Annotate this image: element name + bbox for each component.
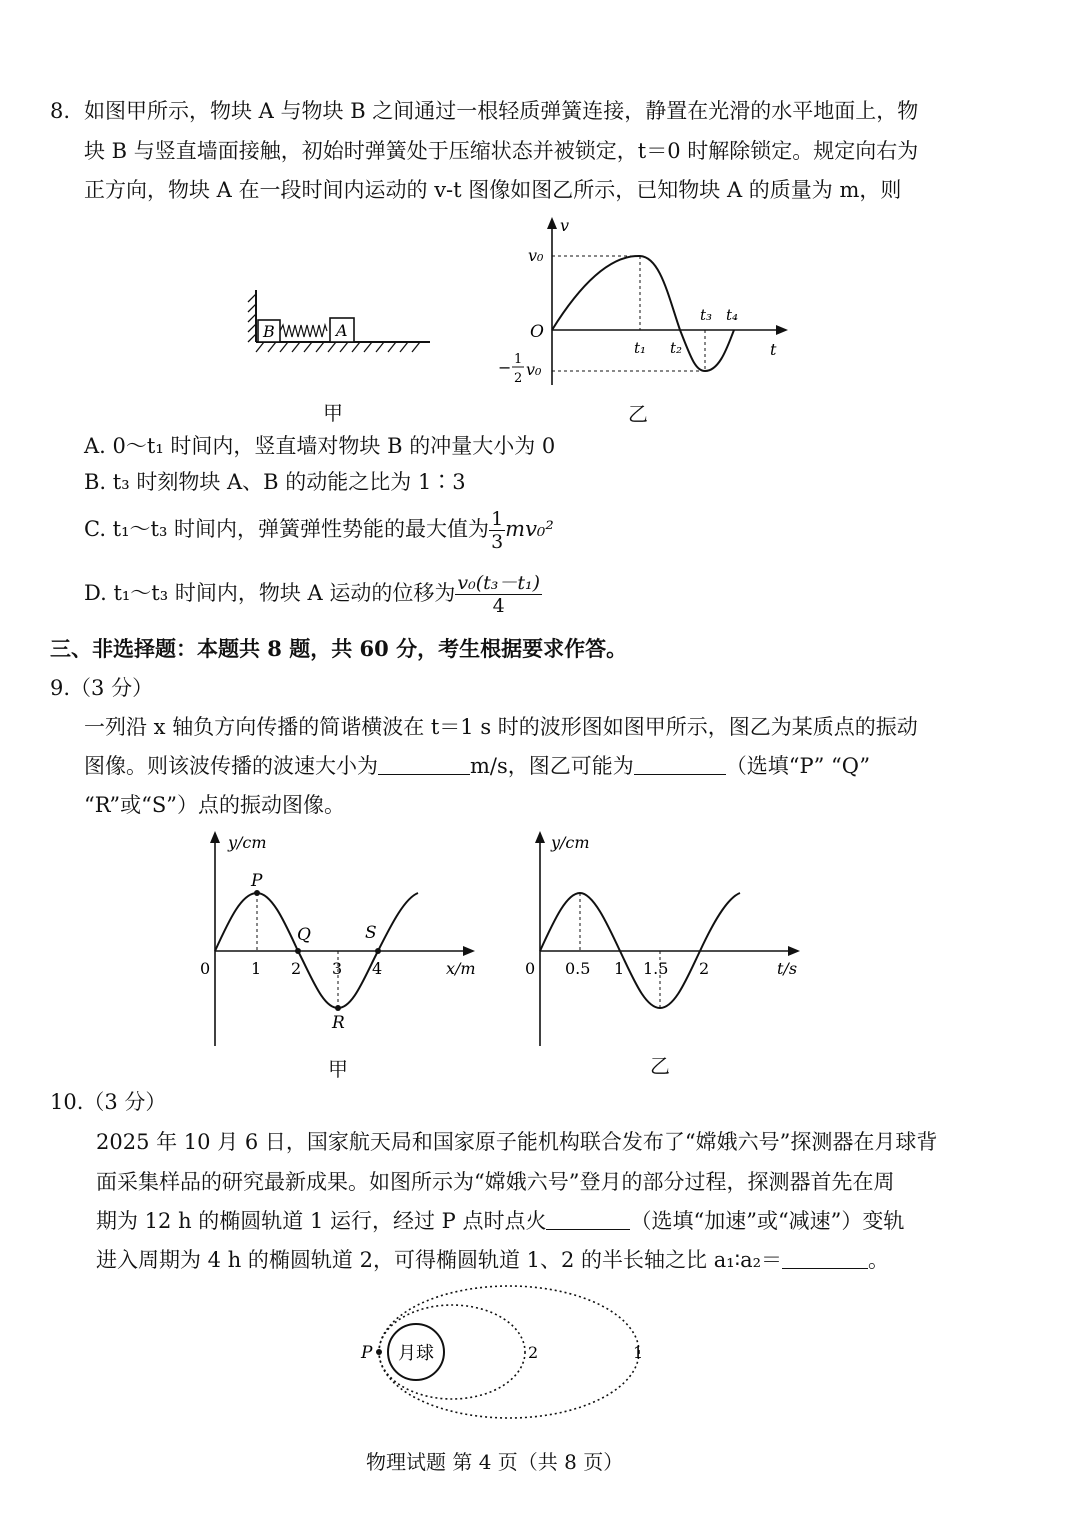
point-r-dot: [335, 1005, 341, 1011]
t1-label: t₁: [634, 339, 647, 357]
vib-ylabel: y/cm: [551, 833, 590, 852]
vib-tick-15: 1.5: [643, 959, 669, 978]
vib-tick-1: 1: [614, 959, 625, 978]
q10-blank-burn[interactable]: [546, 1207, 630, 1230]
point-q-dot: [295, 948, 301, 954]
block-b-label: B: [263, 322, 275, 341]
orbit-2-label: 2: [528, 1343, 539, 1362]
moon-label: 月球: [398, 1343, 434, 1364]
q8-option-d-num: v₀(t₃－t₁): [457, 572, 541, 594]
q10-line4-b: 。: [868, 1248, 890, 1272]
q10-line3-a: 期为 12 h 的椭圆轨道 1 运行，经过 P 点时点火: [96, 1209, 547, 1233]
q9-wave-graph: [190, 828, 490, 1053]
section-3-heading: 三、非选择题：本题共 8 题，共 60 分，考生根据要求作答。: [50, 636, 628, 661]
q8-option-d-text: D. t₁～t₃ 时间内，物块 A 运动的位移为: [84, 581, 456, 605]
q10-line3: [96, 1206, 904, 1236]
q8-fig-yi-caption: 乙: [628, 402, 648, 426]
q9-line3: “R”或“S”）点的振动图像。: [84, 793, 345, 817]
spring: [280, 325, 327, 337]
axis-t-label: t: [770, 340, 777, 359]
q8-option-c-num: 1: [491, 508, 504, 530]
point-q-label: Q: [297, 925, 311, 945]
q8-option-d-fraction: [455, 572, 542, 617]
wave-tick-1: 1: [251, 959, 262, 978]
q8-number: 8.: [50, 99, 71, 123]
point-s-label: S: [365, 923, 377, 943]
q8-option-b: B. t₃ 时刻物块 A、B 的动能之比为 1∶3: [84, 470, 466, 494]
q9-blank-point[interactable]: [634, 752, 726, 775]
q10-orbit-figure: [355, 1280, 655, 1425]
q8-stem-line3: 正方向，物块 A 在一段时间内运动的 v-t 图像如图乙所示，已知物块 A 的质量为 m，则: [84, 178, 902, 202]
v0-label: v₀: [528, 246, 544, 265]
origin-label: O: [530, 322, 544, 342]
q9-line2: [84, 751, 870, 781]
orbit-1-label: 1: [633, 1343, 644, 1362]
neg-label-den: 2: [514, 371, 523, 386]
q9-vibration-graph: [515, 828, 815, 1053]
q8-option-d-den: 4: [492, 595, 505, 617]
q10-line1: 2025 年 10 月 6 日，国家航天局和国家原子能机构联合发布了“嫦娥六号”探测器在月球背: [96, 1130, 938, 1154]
t3-label: t₃: [700, 306, 713, 324]
q8-stem-line2: 块 B 与竖直墙面接触，初始时弹簧处于压缩状态并被锁定，t＝0 时解除锁定。规定向右为: [84, 139, 919, 163]
q8-fig-jia-caption: 甲: [323, 401, 343, 425]
vib-xlabel: t/s: [777, 959, 798, 978]
q9-number: 9.（3 分）: [50, 676, 154, 700]
point-r-label: R: [332, 1013, 345, 1033]
svg-text:−: −: [498, 358, 512, 377]
q8-option-c-text: C. t₁～t₃ 时间内，弹簧弹性势能的最大值为: [84, 517, 490, 541]
vib-origin: 0: [525, 959, 536, 978]
vib-tick-05: 0.5: [565, 959, 591, 978]
q10-line3-b: （选填“加速”或“减速”）变轨: [630, 1209, 905, 1233]
q8-stem-line1: 如图甲所示，物块 A 与物块 B 之间通过一根轻质弹簧连接，静置在光滑的水平地面上，物: [84, 99, 919, 123]
q9-fig-yi-caption: 乙: [650, 1054, 670, 1078]
point-s-dot: [375, 948, 381, 954]
q8-option-c-expr: mv₀²: [505, 517, 554, 541]
q10-line2: 面采集样品的研究最新成果。如图所示为“嫦娥六号”登月的部分过程，探测器首先在周: [96, 1170, 895, 1194]
neg-v0-label: v₀: [526, 360, 542, 379]
block-a-label: A: [336, 321, 348, 340]
point-p-label: P: [361, 1343, 373, 1363]
wave-tick-3: 3: [332, 959, 343, 978]
q10-line4-a: 进入周期为 4 h 的椭圆轨道 2，可得椭圆轨道 1、2 的半长轴之比 a₁∶a₂＝: [96, 1248, 783, 1272]
q9-fig-jia-caption: 甲: [328, 1057, 348, 1081]
point-p-dot: [376, 1349, 382, 1355]
wave-tick-2: 2: [291, 959, 302, 978]
q8-option-d: [84, 570, 542, 617]
q8-option-c-fraction: [489, 508, 505, 553]
q10-number: 10.（3 分）: [50, 1090, 167, 1114]
q9-line2-c: （选填“P” “Q”: [725, 754, 871, 778]
t2-label: t₂: [670, 339, 683, 357]
wave-tick-4: 4: [372, 959, 383, 978]
axis-v-label: v: [560, 216, 570, 235]
wave-xlabel: x/m: [446, 959, 476, 978]
t4-label: t₄: [726, 306, 739, 324]
q10-line4: [96, 1245, 889, 1275]
q8-vt-graph: [490, 215, 800, 390]
point-p-label: P: [251, 871, 263, 891]
q9-line1: 一列沿 x 轴负方向传播的简谐横波在 t＝1 s 时的波形图如图甲所示，图乙为某质点的振动: [84, 715, 918, 739]
q10-blank-ratio[interactable]: [782, 1246, 868, 1269]
q8-option-c: [84, 506, 554, 553]
vib-tick-2: 2: [699, 959, 710, 978]
q9-line2-b: m/s，图乙可能为: [470, 754, 634, 778]
q8-option-c-den: 3: [491, 531, 504, 553]
wave-origin: 0: [200, 959, 211, 978]
neg-label-num: 1: [514, 352, 523, 367]
q9-blank-speed[interactable]: [378, 752, 470, 775]
q8-spring-figure: [240, 280, 440, 360]
q8-option-a: A. 0～t₁ 时间内，竖直墙对物块 B 的冲量大小为 0: [84, 434, 556, 458]
wave-ylabel: y/cm: [228, 833, 267, 852]
page-footer: 物理试题 第 4 页（共 8 页）: [366, 1450, 624, 1474]
q9-line2-a: 图像。则该波传播的波速大小为: [84, 754, 378, 778]
